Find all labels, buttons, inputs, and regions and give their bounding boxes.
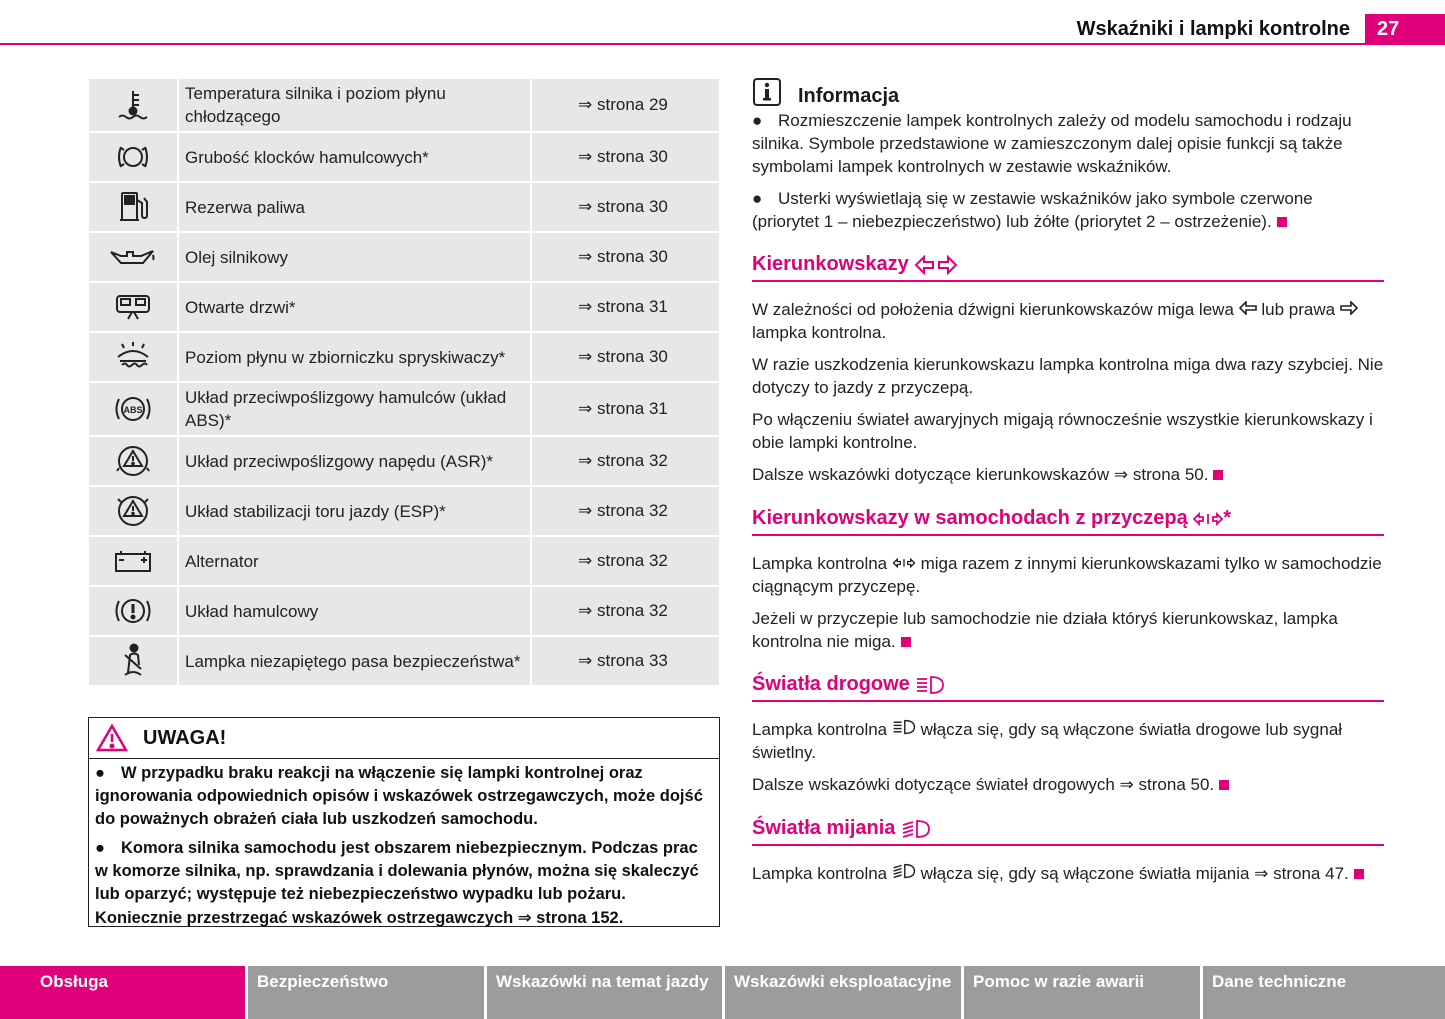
header-divider [0, 43, 1445, 45]
section-title-turn-signals: Kierunkowskazy [752, 249, 1384, 282]
table-row [89, 133, 719, 183]
table-row [89, 79, 719, 133]
paragraph: Lampka kontrolna włącza się, gdy są włączone światła mijania ⇒ strona 47. [752, 862, 1384, 886]
table-row [89, 437, 719, 487]
paragraph: W zależności od położenia dźwigni kierunkowskazów miga lewa lub prawa lampka kontrolna. [752, 298, 1384, 344]
paragraph: Lampka kontrolna miga razem z innymi kierunkowskazami tylko w samochodzie ciągnącym przyczepę. [752, 554, 1382, 596]
table-row [89, 383, 719, 437]
page-reference[interactable]: ⇒ strona 30 [532, 333, 719, 383]
info-bullet: ● Usterki wyświetlają się w zestawie wskaźników jako symbole czerwone (priorytet 1 – niebezpieczeństwo) lub żółte (priorytet 2 – ostrzeżenie). [752, 189, 1313, 231]
indicator-label: Otwarte drzwi* [179, 283, 532, 333]
esp-icon [89, 487, 179, 537]
trailer-turn-signal-icon [1193, 511, 1223, 527]
page-reference[interactable]: strona 152. [536, 909, 624, 927]
paragraph: Dalsze wskazówki dotyczące świateł drogowych ⇒ strona 50. [752, 773, 1384, 797]
indicator-label: Układ stabilizacji toru jazdy (ESP)* [179, 487, 532, 537]
footer-tab-obsluga[interactable]: Obsługa [0, 966, 245, 1019]
oil-can-icon [89, 233, 179, 283]
table-row [89, 587, 719, 637]
page-reference[interactable]: ⇒ strona 31 [532, 383, 719, 437]
page-reference[interactable]: strona 50. [1138, 775, 1215, 794]
table-row [89, 233, 719, 283]
info-bullet: ● Rozmieszczenie lampek kontrolnych zależy od modelu samochodu i rodzaju silnika. Symbole przedstawione w zamieszczonym dalej opisie funkcji są także symbolami lampek kontrolnych w zestawie wskaźników. [752, 111, 1352, 176]
paragraph: Dalsze wskazówki dotyczące kierunkowskazów ⇒ strona 50. [752, 463, 1384, 487]
info-header [752, 77, 1384, 109]
section-end-mark [1277, 217, 1287, 227]
coolant-temperature-icon [89, 79, 179, 133]
indicator-label: Układ przeciwpoślizgowy napędu (ASR)* [179, 437, 532, 487]
page-reference[interactable]: ⇒ strona 32 [532, 437, 719, 487]
asr-icon [89, 437, 179, 487]
low-beam-icon [892, 863, 916, 879]
right-arrow-icon [1340, 301, 1358, 315]
footer-tab-bezpieczenstwo[interactable]: Bezpieczeństwo [248, 966, 484, 1019]
info-icon [753, 78, 781, 106]
paragraph: Po włączeniu świateł awaryjnych migają równocześnie wszystkie kierunkowskazy i obie lampki kontrolne. [752, 410, 1373, 452]
page-reference[interactable]: ⇒ strona 32 [532, 487, 719, 537]
page-reference[interactable]: ⇒ strona 33 [532, 637, 719, 687]
page-reference[interactable]: ⇒ strona 29 [532, 79, 719, 133]
high-beam-icon [915, 675, 945, 695]
table-row [89, 183, 719, 233]
indicator-label: Temperatura silnika i poziom płynu chłodzącego [179, 79, 532, 133]
svg-text:ABS: ABS [123, 405, 143, 415]
warning-triangle-icon [95, 723, 129, 753]
fuel-pump-icon [89, 183, 179, 233]
warning-bullet: ● Komora silnika samochodu jest obszarem niebezpiecznym. Podczas prac w komorze silnika, np. sprawdzania i dolewania płynów, można się skaleczyć lub oparzyć; występuje też niebezpieczeństwo wypadku lub pożaru. Koniecznie przestrzegać wskazówek ostrzegawczych ⇒ strona 152. [95, 839, 699, 927]
warning-header [89, 718, 719, 759]
indicator-label: Układ przeciwpoślizgowy hamulców (układ ABS)* [179, 383, 532, 437]
seatbelt-icon [89, 637, 179, 687]
indicator-label: Olej silnikowy [179, 233, 532, 283]
footer-tab-pomoc[interactable]: Pomoc w razie awarii [964, 966, 1200, 1019]
footer-tab-dane-techniczne[interactable]: Dane techniczne [1203, 966, 1445, 1019]
section-title-high-beam: Światła drogowe [752, 669, 1384, 702]
page-reference[interactable]: ⇒ strona 30 [532, 183, 719, 233]
section-end-mark [1219, 780, 1229, 790]
low-beam-icon [901, 819, 931, 839]
section-end-mark [901, 637, 911, 647]
high-beam-icon [892, 719, 916, 735]
indicator-table [89, 79, 719, 687]
page-reference[interactable]: ⇒ strona 32 [532, 587, 719, 637]
table-row [89, 283, 719, 333]
section-title-low-beam: Światła mijania [752, 813, 1384, 846]
table-row [89, 637, 719, 687]
footer-tab-wskazowki-eksploatacyjne[interactable]: Wskazówki eksploatacyjne [725, 966, 961, 1019]
abs-icon [89, 383, 179, 437]
brake-system-icon [89, 587, 179, 637]
warning-bullet: ● W przypadku braku reakcji na włączenie się lampki kontrolnej oraz ignorowania odpowiednich opisów i wskazówek ostrzegawczych, może dojść do poważnych obrażeń ciała lub uszkodzeń samochodu. [95, 764, 703, 828]
indicator-label: Poziom płynu w zbiorniczku spryskiwaczy* [179, 333, 532, 383]
paragraph: W razie uszkodzenia kierunkowskazu lampka kontrolna miga dwa razy szybciej. Nie dotyczy to jazdy z przyczepą. [752, 355, 1384, 397]
paragraph: Lampka kontrolna włącza się, gdy są włączone światła drogowe lub sygnał świetlny. [752, 720, 1343, 762]
warning-box [88, 717, 720, 927]
page-reference[interactable]: ⇒ strona 31 [532, 283, 719, 333]
footer-nav [0, 966, 1445, 1019]
page-reference[interactable]: ⇒ strona 30 [532, 233, 719, 283]
footer-tab-wskazowki-jazdy[interactable]: Wskazówki na temat jazdy [487, 966, 722, 1019]
open-door-icon [89, 283, 179, 333]
trailer-turn-signal-icon [892, 557, 916, 569]
page-reference[interactable]: ⇒ strona 30 [532, 133, 719, 183]
turn-signal-icon [914, 255, 958, 275]
table-row [89, 487, 719, 537]
paragraph: Jeżeli w przyczepie lub samochodzie nie działa któryś kierunkowskaz, lampka kontrolna nie miga. [752, 609, 1338, 651]
right-column [752, 77, 1384, 895]
indicator-label: Układ hamulcowy [179, 587, 532, 637]
section-title-trailer: Kierunkowskazy w samochodach z przyczepą * [752, 503, 1384, 536]
battery-icon [89, 537, 179, 587]
indicator-label: Grubość klocków hamulcowych* [179, 133, 532, 183]
left-arrow-icon [1239, 301, 1257, 315]
table-row [89, 333, 719, 383]
page-title: Wskaźniki i lampki kontrolne [1076, 18, 1350, 40]
indicator-label: Alternator [179, 537, 532, 587]
washer-fluid-icon [89, 333, 179, 383]
brake-pads-icon [89, 133, 179, 183]
table-row [89, 537, 719, 587]
page-reference[interactable]: strona 50. [1132, 465, 1209, 484]
indicator-label: Lampka niezapiętego pasa bezpieczeństwa* [179, 637, 532, 687]
section-end-mark [1213, 470, 1223, 480]
warning-title: UWAGA! [143, 727, 227, 749]
page-reference[interactable]: ⇒ strona 32 [532, 537, 719, 587]
page-number: 27 [1365, 14, 1445, 45]
page-reference[interactable]: strona 47. [1273, 864, 1349, 883]
info-title: Informacja [798, 85, 900, 107]
indicator-label: Rezerwa paliwa [179, 183, 532, 233]
section-end-mark [1354, 869, 1364, 879]
